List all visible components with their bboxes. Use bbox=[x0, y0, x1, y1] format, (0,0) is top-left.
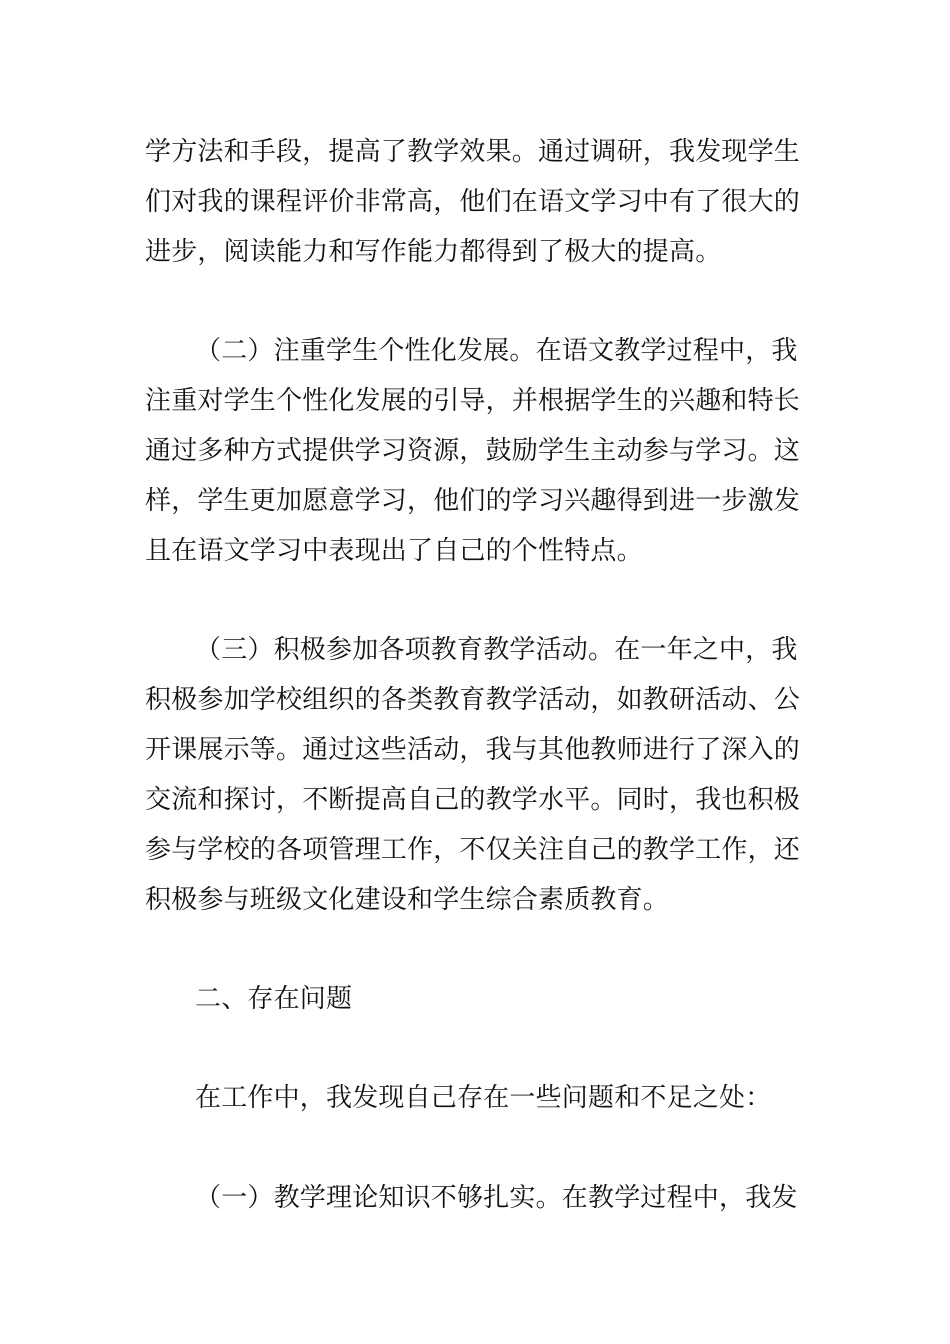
paragraph-2-line-1: （二）注重学生个性化发展。在语文教学过程中，我 bbox=[195, 336, 798, 366]
section-heading: 二、存在问题 bbox=[195, 984, 353, 1014]
paragraph-3-line-1: （三）积极参加各项教育教学活动。在一年之中，我 bbox=[195, 635, 798, 665]
paragraph-3-line-5: 参与学校的各项管理工作，不仅关注自己的教学工作，还 bbox=[145, 835, 801, 865]
paragraph-4-line-1: 在工作中，我发现自己存在一些问题和不足之处： bbox=[195, 1083, 772, 1113]
paragraph-1-line-3: 进步，阅读能力和写作能力都得到了极大的提高。 bbox=[145, 237, 722, 267]
paragraph-5-line-1: （一）教学理论知识不够扎实。在教学过程中，我发 bbox=[195, 1183, 798, 1213]
paragraph-2-line-3: 通过多种方式提供学习资源，鼓励学生主动参与学习。这 bbox=[145, 436, 801, 466]
paragraph-3-line-6: 积极参与班级文化建设和学生综合素质教育。 bbox=[145, 885, 670, 915]
paragraph-1-line-2: 们对我的课程评价非常高，他们在语文学习中有了很大的 bbox=[145, 187, 801, 217]
paragraph-2-line-5: 且在语文学习中表现出了自己的个性特点。 bbox=[145, 536, 643, 566]
paragraph-3-line-2: 积极参加学校组织的各类教育教学活动，如教研活动、公 bbox=[145, 685, 801, 715]
paragraph-3-line-4: 交流和探讨，不断提高自己的教学水平。同时，我也积极 bbox=[145, 785, 801, 815]
paragraph-3-line-3: 开课展示等。通过这些活动，我与其他教师进行了深入的 bbox=[145, 735, 801, 765]
paragraph-1-line-1: 学方法和手段，提高了教学效果。通过调研，我发现学生 bbox=[145, 137, 801, 167]
paragraph-2-line-4: 样，学生更加愿意学习，他们的学习兴趣得到进一步激发 bbox=[145, 486, 801, 516]
paragraph-2-line-2: 注重对学生个性化发展的引导，并根据学生的兴趣和特长 bbox=[145, 386, 801, 416]
